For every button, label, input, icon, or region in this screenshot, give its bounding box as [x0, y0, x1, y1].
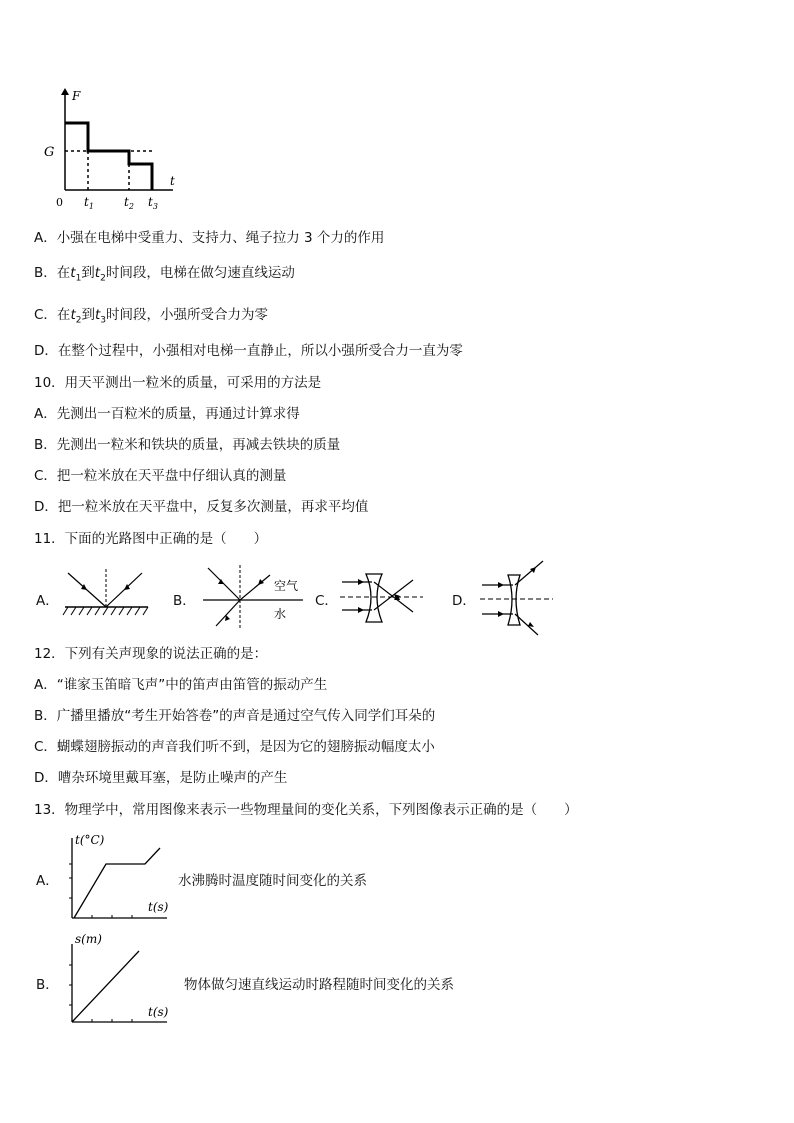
q10-option-d: D．把一粒米放在天平盘中，反复多次测量，再求平均值: [34, 499, 369, 515]
q13-graph-b-uniform-motion: [62, 930, 177, 1030]
q11-diagram-a-reflection: [60, 565, 155, 620]
x-axis-label-a: t(s): [148, 900, 169, 914]
q11-label-d: D．: [452, 593, 476, 609]
q9-option-d: D．在整个过程中，小强相对电梯一直静止，所以小强所受合力一直为零: [34, 343, 463, 359]
q11-diagram-d-concave-lens: [478, 557, 568, 637]
t1-label: $t_1$: [84, 195, 94, 211]
t2-label: $t_2$: [124, 195, 134, 211]
q9-force-time-graph: [40, 85, 190, 210]
air-label: 空气: [274, 579, 299, 593]
q11-label-b: B．: [173, 593, 196, 609]
q11-diagram-b-refraction: [198, 560, 308, 630]
q13-stem: 13．物理学中，常用图像来表示一些物理量间的变化关系，下列图像表示正确的是（ ）: [34, 802, 578, 818]
x-axis-label-b: t(s): [148, 1005, 169, 1019]
q12-option-a: A．“谁家玉笛暗飞声”中的笛声由笛管的振动产生: [34, 677, 328, 693]
q9-option-a: A．小强在电梯中受重力、支持力、绳子拉力 3 个力的作用: [34, 230, 385, 246]
t3-label: $t_3$: [148, 195, 158, 211]
q13-label-a: A．: [36, 873, 59, 889]
y-axis-label-b: s(m): [75, 932, 102, 946]
distance-line: [72, 951, 139, 1022]
water-label: 水: [274, 607, 287, 621]
q9-option-c: C．在$t_2$到$t_3$时间段，小强所受合力为零: [34, 307, 268, 326]
q11-label-a: A．: [36, 593, 59, 609]
q10-option-b: B．先测出一粒米和铁块的质量，再减去铁块的质量: [34, 437, 341, 453]
q11-stem: 11．下面的光路图中正确的是（ ）: [34, 531, 268, 547]
q13-graph-a-boiling: [62, 828, 177, 928]
force-curve: [65, 123, 152, 190]
q11-diagram-c-concave-lens: [338, 570, 428, 630]
q11-label-c: C．: [315, 593, 338, 609]
g-label: G: [44, 145, 55, 160]
q13-caption-b: 物体做匀速直线运动时路程随时间变化的关系: [184, 977, 454, 993]
q13-label-b: B．: [36, 977, 59, 993]
q10-stem: 10．用天平测出一粒米的质量，可采用的方法是: [34, 375, 322, 391]
q10-option-a: A．先测出一百粒米的质量，再通过计算求得: [34, 406, 300, 422]
q12-stem: 12．下列有关声现象的说法正确的是：: [34, 646, 268, 662]
q13-caption-a: 水沸腾时温度随时间变化的关系: [178, 873, 367, 889]
x-axis-label: t: [170, 174, 175, 188]
y-axis-label-a: t(°C): [75, 833, 105, 847]
q10-option-c: C．把一粒米放在天平盘中仔细认真的测量: [34, 468, 287, 484]
y-axis-label: F: [72, 89, 81, 103]
q12-option-c: C．蝴蝶翅膀振动的声音我们听不到，是因为它的翅膀振动幅度太小: [34, 739, 435, 755]
q12-option-b: B．广播里播放“考生开始答卷”的声音是通过空气传入同学们耳朵的: [34, 708, 436, 724]
origin-label: 0: [56, 196, 63, 209]
y-axis-arrow: [61, 88, 69, 95]
q12-option-d: D．嘈杂环境里戴耳塞，是防止噪声的产生: [34, 770, 288, 786]
q9-option-b: B．在$t_1$到$t_2$时间段，电梯在做匀速直线运动: [34, 265, 295, 284]
